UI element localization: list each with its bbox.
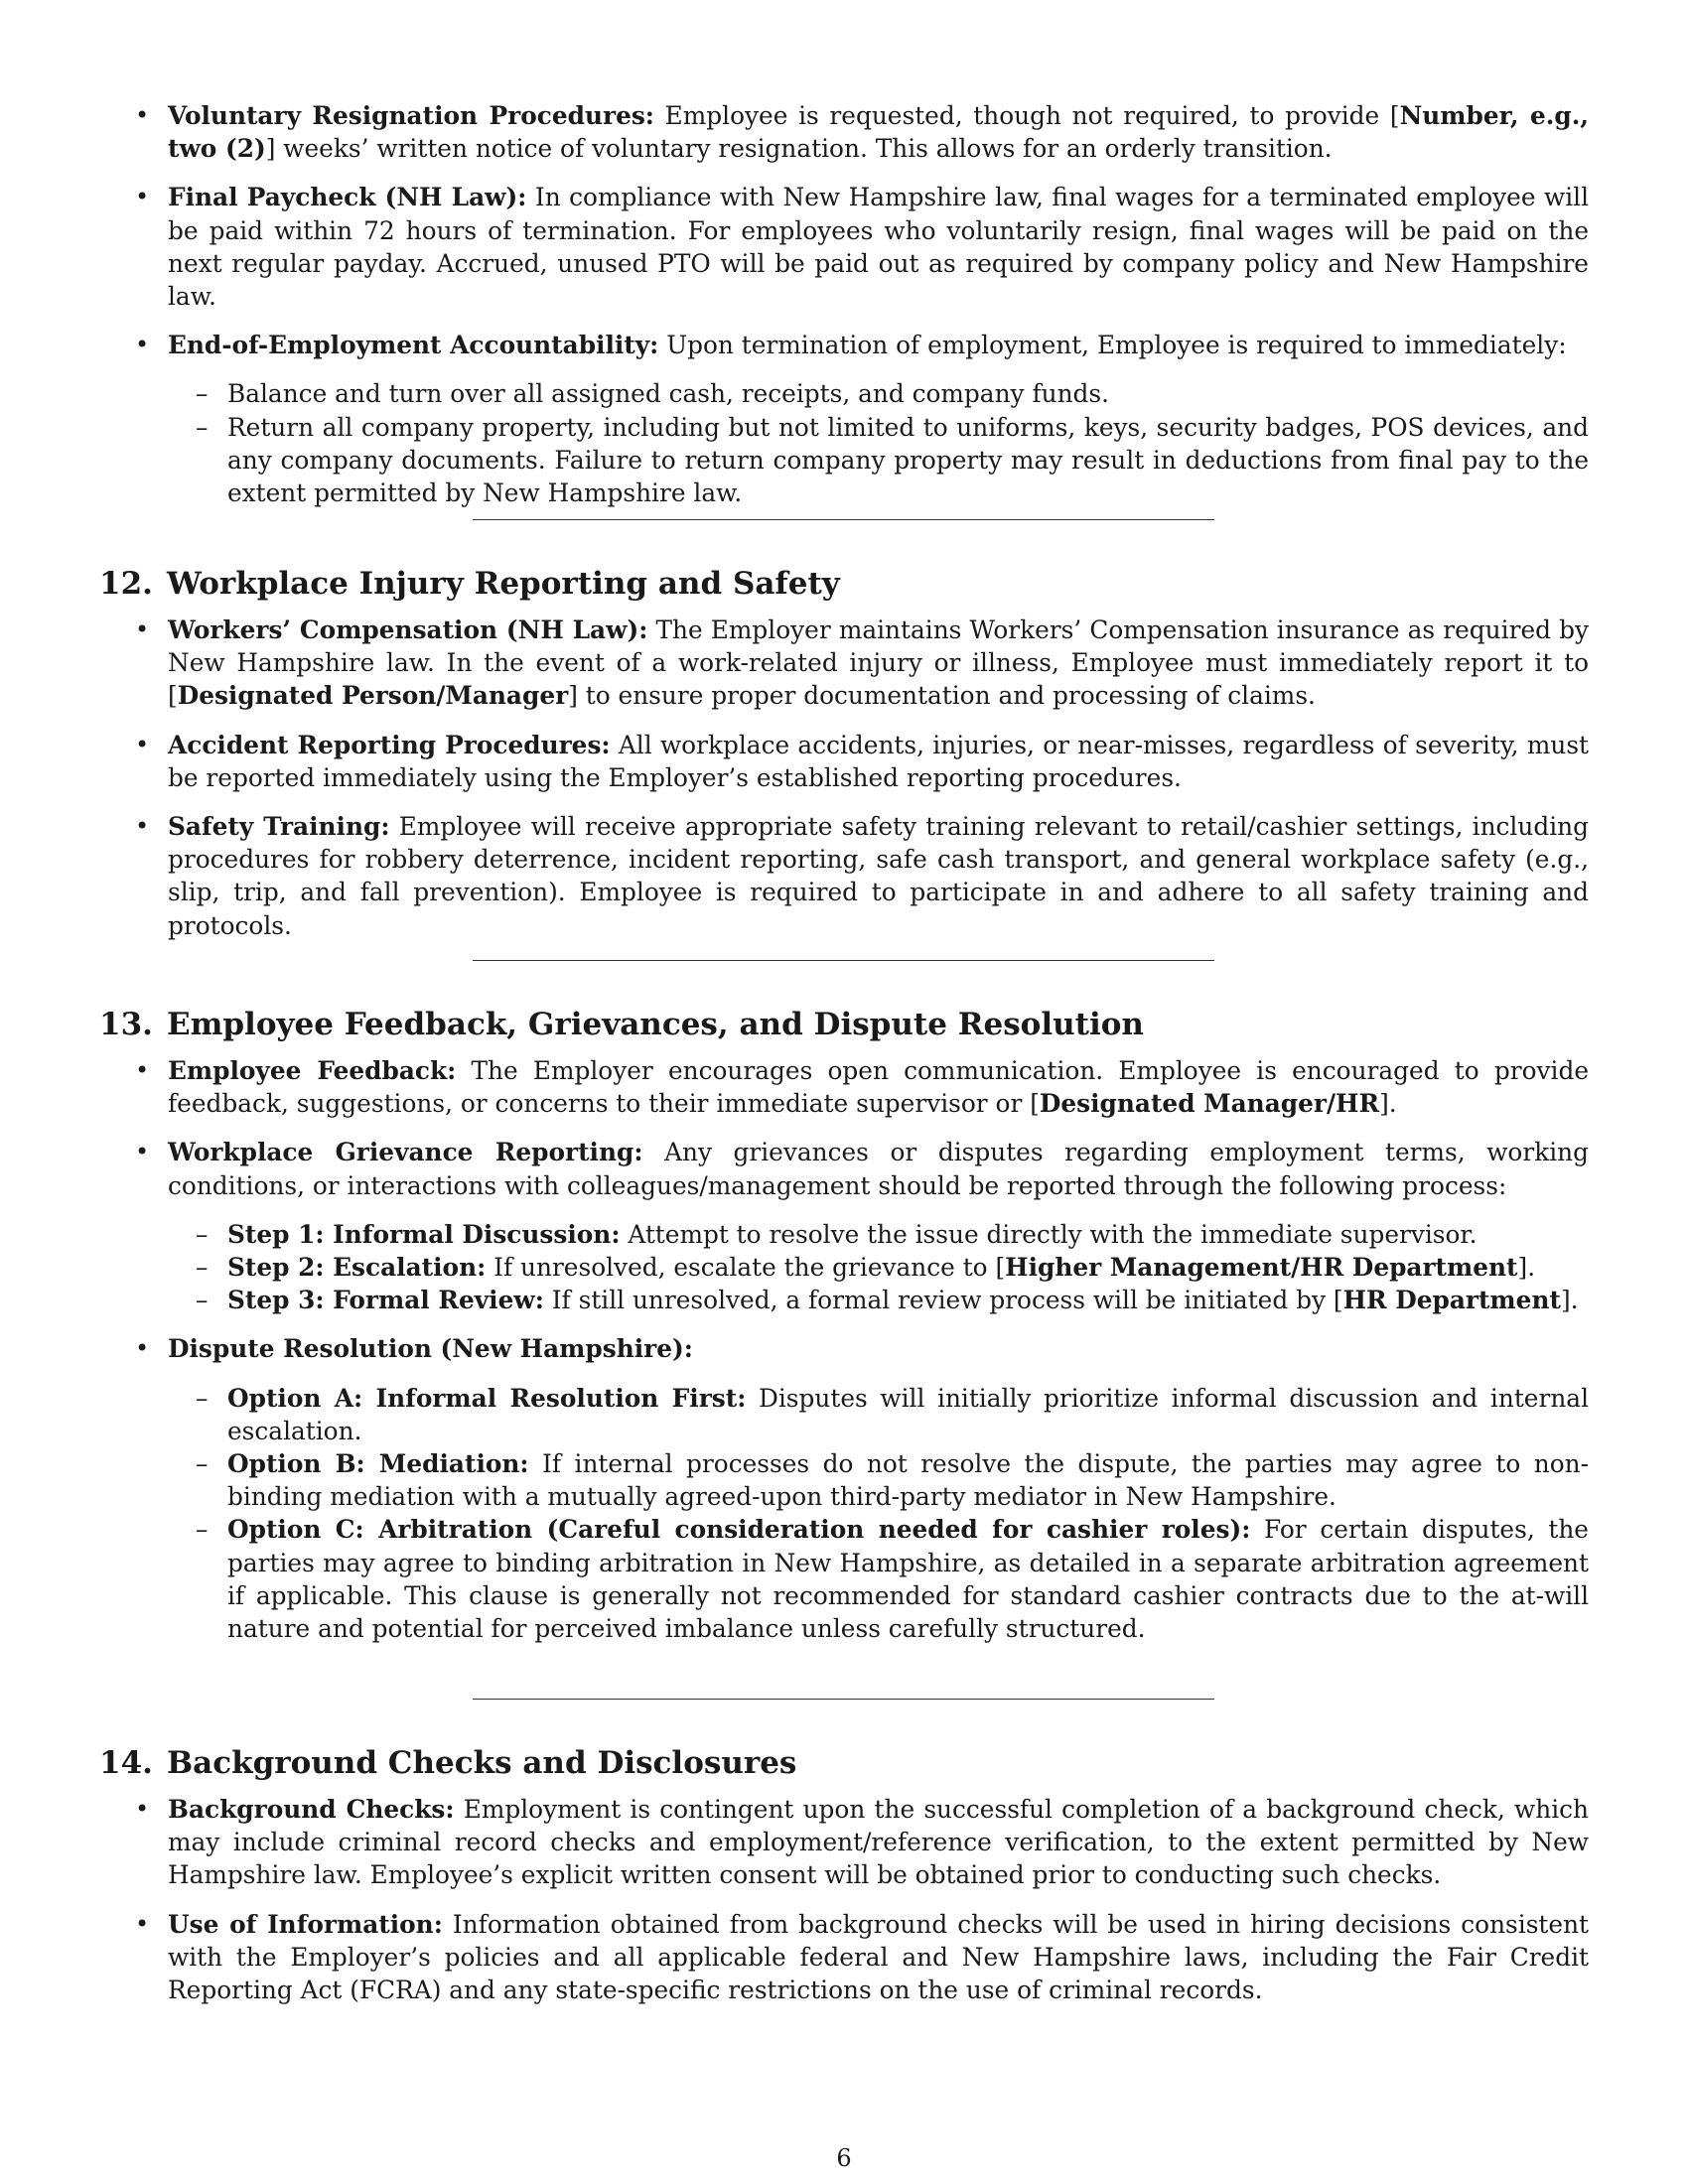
list-item-end-of-employment: • End-of-Employment Accountability: Upon termination of employment, Employee is required to immediately: – Balance and turn over all assigned cash, receipts, and company funds. – Return all company property, including but not limited to uniforms, keys, security badges, POS devices, and any company documents. Failure to return company property may result in deductions from final pay to the extent permitted by New Hampshire law.: [99, 329, 1589, 509]
bullet-icon: •: [135, 812, 150, 841]
sub-item-step-3: – Step 3: Formal Review: If still unresolved, a formal review process will be initiated by [HR Department].: [168, 1284, 1589, 1316]
sub-item-option-c: – Option C: Arbitration (Careful consideration needed for cashier roles): For certain disputes, the parties may agree to binding arbitration in New Hampshire, as detailed in a separate arbitration agreement if applicable. This clause is generally not recommended for standard cashier contracts due to the at-will nature and potential for perceived imbalance unless carefully structured.: [196, 1515, 1589, 1644]
bullet-icon: •: [135, 615, 150, 643]
sub-item-step-1: – Step 1: Informal Discussion: Attempt to resolve the issue directly with the immediate supervisor.: [168, 1218, 1589, 1251]
section-heading: 14. Background Checks and Disclosures: [99, 1745, 797, 1781]
page-number: 6: [836, 2144, 852, 2172]
bullet-icon: •: [135, 101, 150, 129]
sub-item: – Return all company property, including but not limited to uniforms, keys, security badges, POS devices, and any company documents. Failure to return company property may result in deductions from final pay to the extent permitted by New Hampshire law.: [196, 412, 1589, 508]
list-item-workers-compensation: • Workers’ Compensation (NH Law): The Employer maintains Workers’ Compensation insurance as required by New Hampshire law. In the event of a work-related injury or illness, Employee must immediately report it to [Designated Person/Manager] to ensure proper documentation and processing of claims.: [135, 615, 1589, 711]
section-heading: 12. Workplace Injury Reporting and Safety: [99, 566, 840, 602]
sub-item-option-a: – Option A: Informal Resolution First: Disputes will initially prioritize informal discussion and internal escalation.: [196, 1383, 1589, 1445]
list-item-background-checks: • Background Checks: Employment is contingent upon the successful completion of a background check, which may include criminal record checks and employment/reference verification, to the extent permitted by New Hampshire law. Employee’s explicit written consent will be obtained prior to conducting such checks.: [135, 1795, 1589, 1890]
bullet-icon: •: [135, 730, 150, 758]
list-item-grievance-reporting: • Workplace Grievance Reporting: Any grievances or disputes regarding employment terms, working conditions, or interactions with colleagues/management should be reported through the following process: – Step 1: Informal Discussion: Attempt to resolve the issue directly with the immediate supervisor. – Step 2: Escalation: If unresolved, escalate the grievance to [Higher Management/HR Department]. – Step 3: Formal Review: If still unresolved, a formal review process will be initiated by [HR Department].: [99, 1136, 1589, 1316]
dash-icon: –: [196, 1449, 209, 1479]
dash-icon: –: [196, 1253, 209, 1283]
bullet-icon: •: [135, 1056, 150, 1084]
bullet-icon: •: [135, 1909, 150, 1938]
list-item-voluntary-resignation: • Voluntary Resignation Procedures: Employee is requested, though not required, to provide [Number, e.g., two (2)] weeks’ written notice of voluntary resignation. This allows for an orderly transition.: [135, 101, 1590, 164]
dash-icon: –: [196, 379, 209, 409]
section-14: [99, 1743, 1589, 2022]
dash-icon: –: [196, 412, 209, 442]
sub-item-option-b: – Option B: Mediation: If internal processes do not resolve the dispute, the parties may agree to non-binding mediation with a mutually agreed-upon third-party mediator in New Hampshire.: [196, 1449, 1590, 1512]
section-11-continuation: [99, 99, 1589, 525]
horizontal-divider: [473, 519, 1214, 520]
dash-icon: –: [196, 1383, 209, 1413]
bullet-icon: •: [135, 331, 150, 359]
list-item-safety-training: • Safety Training: Employee will receive appropriate safety training relevant to retail/cashier settings, including procedures for robbery deterrence, incident reporting, safe cash transport, and general workplace safety (e.g., slip, trip, and fall prevention). Employee is required to participate in and adhere to all safety training and protocols.: [135, 812, 1589, 940]
list-item-dispute-resolution: • Dispute Resolution (New Hampshire): – Option A: Informal Resolution First: Disputes will initially prioritize informal discussion and internal escalation. – Option B: Mediation: If internal processes do not resolve the dispute, the parties may agree to non-binding mediation with a mutually agreed-upon third-party mediator in New Hampshire. – Option C: Arbitration (Careful consideration needed for cashier roles): For certain disputes, the parties may agree to binding arbitration in New Hampshire, as detailed in a separate arbitration agreement if applicable. This clause is generally not recommended for standard cashier contracts due to the at-will nature and potential for perceived imbalance unless carefully structured.: [99, 1332, 1589, 1645]
sub-item: – Balance and turn over all assigned cash, receipts, and company funds.: [168, 377, 1589, 410]
list-item-employee-feedback: • Employee Feedback: The Employer encourages open communication. Employee is encouraged to provide feedback, suggestions, or concerns to their immediate supervisor or [Designated Manager/HR].: [135, 1056, 1590, 1119]
list-item-accident-reporting: • Accident Reporting Procedures: All workplace accidents, injuries, or near-misses, regardless of severity, must be reported immediately using the Employer’s established reporting procedures.: [135, 730, 1590, 792]
dash-icon: –: [196, 1219, 209, 1249]
bullet-icon: •: [135, 1138, 150, 1166]
list-item-use-of-information: • Use of Information: Information obtained from background checks will be used in hiring decisions consistent with the Employer’s policies and all applicable federal and New Hampshire laws, including the Fair Credit Reporting Act (FCRA) and any state-specific restrictions on the use of criminal records.: [135, 1909, 1589, 2005]
bullet-icon: •: [135, 1795, 150, 1823]
bullet-icon: •: [135, 183, 150, 211]
section-heading: 13. Employee Feedback, Grievances, and Dispute Resolution: [99, 1007, 1144, 1042]
horizontal-divider: [473, 960, 1214, 961]
list-item-final-paycheck: • Final Paycheck (NH Law): In compliance with New Hampshire law, final wages for a terminated employee will be paid within 72 hours of termination. For employees who voluntarily resign, final wages will be paid on the next regular payday. Accrued, unused PTO will be paid out as required by company policy and New Hampshire law.: [135, 183, 1589, 312]
horizontal-divider: [473, 1699, 1214, 1700]
dash-icon: –: [196, 1515, 209, 1545]
section-13: [99, 1005, 1589, 1661]
dash-icon: –: [196, 1286, 209, 1315]
section-12: [99, 564, 1589, 958]
bullet-icon: •: [135, 1334, 150, 1363]
sub-item-step-2: – Step 2: Escalation: If unresolved, escalate the grievance to [Higher Management/HR Department].: [168, 1251, 1589, 1284]
